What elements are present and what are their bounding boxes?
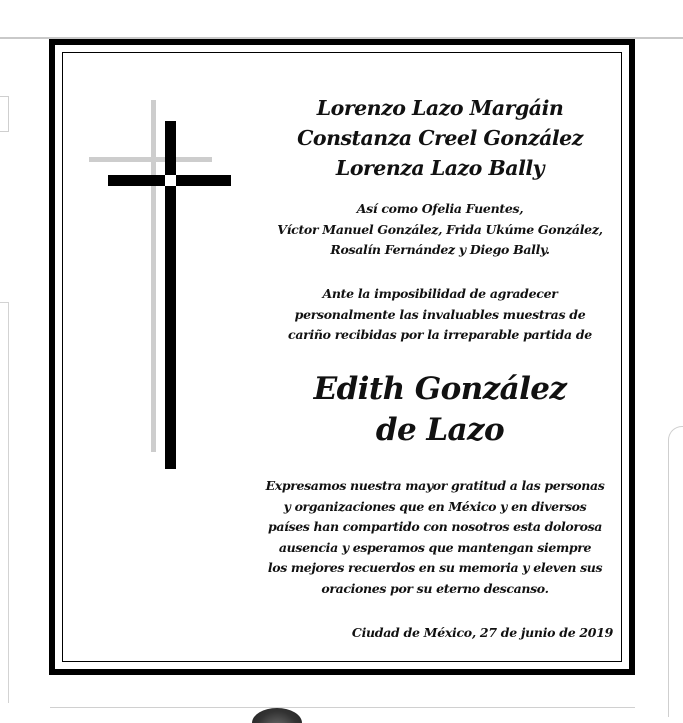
left-adjacent-column: [0, 302, 9, 703]
deceased-name-line: de Lazo: [375, 412, 505, 448]
family-name: Constanza Creel González: [297, 126, 583, 150]
additional-family-line: Rosalín Fernández y Diego Bally.: [330, 242, 550, 257]
family-name: Lorenza Lazo Bally: [335, 156, 545, 180]
additional-family-line: Así como Ofelia Fuentes,: [356, 201, 524, 216]
thanks-line: ausencia y esperamos que mantengan siempre: [278, 539, 592, 555]
thanks-paragraph: [225, 476, 645, 599]
cross-shadow-icon-vertical: [151, 100, 156, 452]
additional-family: [240, 199, 640, 261]
additional-family-line: Víctor Manuel González, Frida Ukúme González,: [277, 221, 603, 237]
family-name: Lorenzo Lazo Margáin: [316, 96, 564, 120]
intro-line: cariño recibidas por la irreparable partida de: [288, 327, 592, 342]
page-bottom-divider: [50, 707, 635, 708]
thanks-line: Expresamos nuestra mayor gratitud a las personas: [265, 478, 605, 493]
thanks-line: y organizaciones que en México y en diversos: [283, 498, 587, 514]
family-names: [240, 93, 640, 183]
cross-icon-center: [165, 175, 176, 186]
thanks-line: los mejores recuerdos en su memoria y eleven sus: [267, 560, 603, 575]
deceased-name-line: Edith González: [313, 371, 567, 407]
intro-paragraph: [240, 284, 640, 346]
cross-icon-vertical: [165, 121, 176, 469]
thanks-line: países han compartido con nosotros esta dolorosa: [267, 519, 603, 534]
intro-line: personalmente las invaluables muestras de: [294, 306, 586, 322]
adjacent-photo-thumbnail: [252, 708, 302, 723]
intro-line: Ante la imposibilidad de agradecer: [322, 286, 558, 301]
thanks-line: oraciones por su eterno descanso.: [321, 580, 549, 596]
cross-shadow-icon-horizontal: [89, 157, 212, 162]
deceased-name: [240, 369, 640, 451]
place-date: Ciudad de México, 27 de junio de 2019: [351, 625, 613, 640]
left-adjacent-panel: [0, 96, 9, 132]
right-adjacent-panel: [668, 426, 683, 717]
